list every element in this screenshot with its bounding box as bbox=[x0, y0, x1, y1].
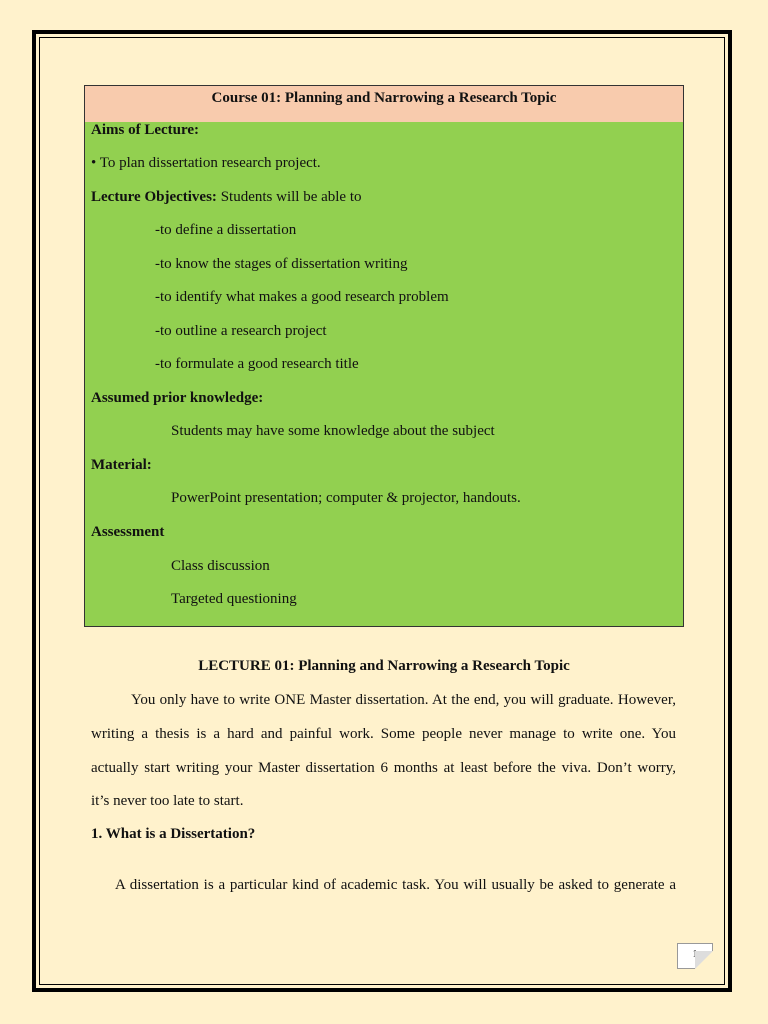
section-heading: 1. What is a Dissertation? bbox=[91, 826, 256, 842]
lecture-title: LECTURE 01: Planning and Narrowing a Research Topic bbox=[198, 658, 570, 674]
paragraph-line: actually start writing your Master dissertation 6 months at least before the viva. Don’t worry, bbox=[91, 760, 676, 776]
objectives-line bbox=[91, 189, 362, 206]
objective-item: -to define a dissertation bbox=[155, 222, 297, 238]
paragraph-line: writing a thesis is a hard and painful work. Some people never manage to write one. You bbox=[91, 726, 676, 742]
prior-knowledge-text: Students may have some knowledge about the subject bbox=[171, 423, 495, 439]
material-label: Material: bbox=[91, 457, 152, 473]
section-line: A dissertation is a particular kind of academic task. You will usually be asked to generate a bbox=[115, 877, 676, 893]
material-text: PowerPoint presentation; computer & projector, handouts. bbox=[171, 490, 521, 506]
objectives-label: Lecture Objectives: bbox=[91, 189, 217, 205]
prior-knowledge-label: Assumed prior knowledge: bbox=[91, 390, 264, 406]
page-number bbox=[677, 943, 713, 969]
aim-item: • To plan dissertation research project. bbox=[91, 155, 321, 171]
course-info-box bbox=[84, 85, 684, 627]
assessment-item: Targeted questioning bbox=[171, 591, 297, 607]
objectives-intro: Students will be able to bbox=[216, 189, 362, 205]
objective-item: -to know the stages of dissertation writing bbox=[155, 256, 408, 272]
aims-label: Aims of Lecture: bbox=[91, 122, 200, 138]
page-fold-icon bbox=[692, 949, 713, 969]
course-header: Course 01: Planning and Narrowing a Research Topic bbox=[85, 86, 683, 122]
paragraph-line: it’s never too late to start. bbox=[91, 793, 244, 809]
objective-item: -to formulate a good research title bbox=[155, 356, 359, 372]
objective-item: -to outline a research project bbox=[155, 323, 327, 339]
assessment-item: Class discussion bbox=[171, 558, 270, 574]
paragraph-line: You only have to write ONE Master dissertation. At the end, you will graduate. However, bbox=[131, 692, 676, 708]
assessment-label: Assessment bbox=[91, 524, 165, 540]
page-number-text: 1 bbox=[692, 949, 698, 960]
objective-item: -to identify what makes a good research problem bbox=[155, 289, 449, 305]
